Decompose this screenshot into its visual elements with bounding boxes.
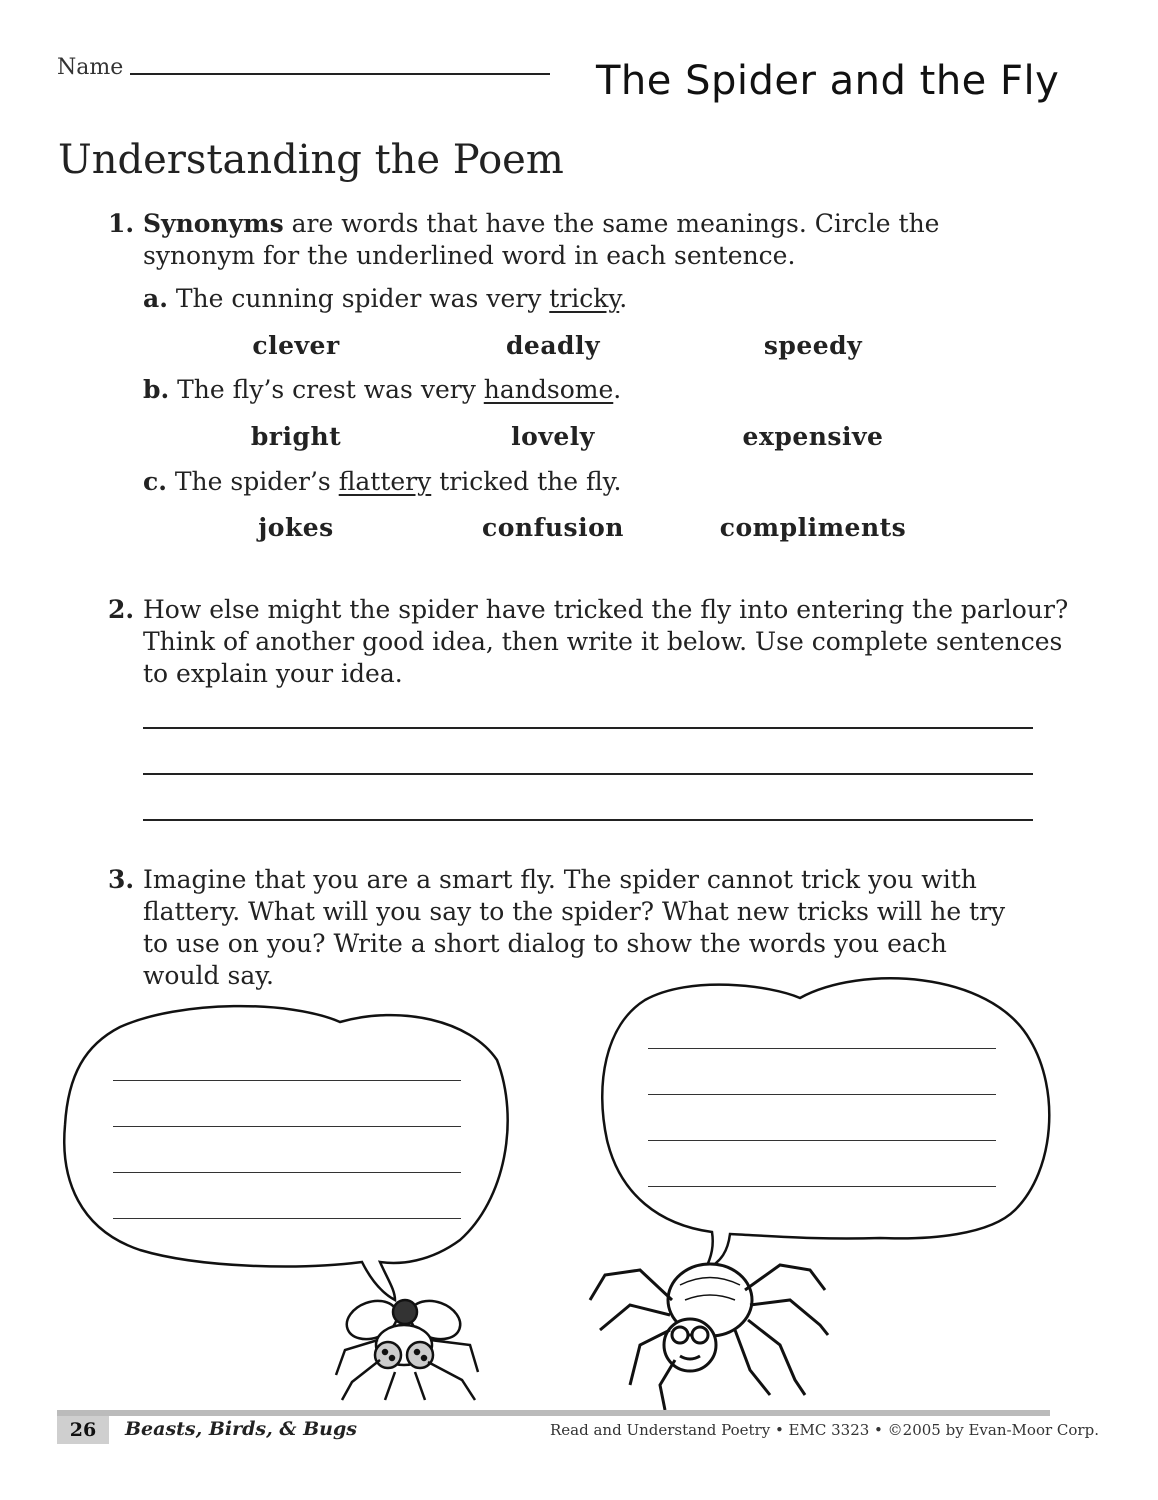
section-heading: Understanding the Poem [58, 137, 564, 183]
fly-bubble-line[interactable] [113, 1126, 461, 1127]
page-number: 26 [57, 1416, 109, 1444]
fly-bubble-line[interactable] [113, 1218, 461, 1219]
choice-word[interactable]: lovely [511, 422, 595, 451]
fly-speech-bubble [64, 1006, 507, 1300]
underlined-word: handsome [483, 375, 614, 404]
item-letter: b. [143, 375, 170, 404]
question-2-line: How else might the spider have tricked the fly into entering the parlour? [143, 595, 1069, 624]
name-label: Name [57, 55, 124, 80]
underlined-word: tricky [549, 284, 620, 313]
question-3-line: Imagine that you are a smart fly. The spider cannot trick you with [143, 865, 977, 894]
sentence-text: The fly’s crest was very [169, 375, 484, 404]
sentence-text: . [613, 375, 622, 404]
choice-word[interactable]: confusion [482, 513, 624, 542]
question-1-rest: are words that have the same meanings. Circle the [283, 209, 940, 238]
question-1-line-2: synonym for the underlined word in each sentence. [143, 241, 796, 270]
spider-bubble-line[interactable] [648, 1048, 996, 1049]
spider-bubble-line[interactable] [648, 1186, 996, 1187]
choice-word[interactable]: bright [250, 422, 342, 451]
question-number: 2. [108, 595, 135, 624]
sentence-text: tricked the fly. [431, 467, 622, 496]
question-3-line: would say. [143, 961, 274, 990]
fly-bubble-line[interactable] [113, 1080, 461, 1081]
footer-book-title: Beasts, Birds, & Bugs [125, 1418, 357, 1440]
sentence-text: The spider’s [166, 467, 339, 496]
underlined-word: flattery [338, 467, 432, 496]
question-number: 1. [108, 209, 135, 238]
spider-speech-bubble [602, 978, 1049, 1270]
choice-word[interactable]: jokes [258, 513, 334, 542]
fly-bubble-line[interactable] [113, 1172, 461, 1173]
sentence-text: . [619, 284, 628, 313]
question-1-term: Synonyms [143, 209, 284, 238]
sentence-text: The cunning spider was very [167, 284, 550, 313]
item-letter: c. [143, 467, 167, 496]
footer-bar [57, 1410, 1050, 1416]
choice-word[interactable]: deadly [505, 331, 601, 360]
question-3-line: to use on you? Write a short dialog to show the words you each [143, 929, 947, 958]
choice-word[interactable]: compliments [719, 513, 907, 542]
fly-icon [336, 1294, 478, 1400]
choice-word[interactable]: clever [252, 331, 340, 360]
worksheet-title: The Spider and the Fly [596, 58, 1060, 104]
footer-credit: Read and Understand Poetry • EMC 3323 • ©2005 by Evan-Moor Corp. [550, 1421, 1099, 1439]
question-3-line: flattery. What will you say to the spider? What new tricks will he try [143, 897, 1006, 926]
item-letter: a. [143, 284, 168, 313]
spider-bubble-line[interactable] [648, 1094, 996, 1095]
choice-word[interactable]: expensive [742, 422, 884, 451]
spider-bubble-line[interactable] [648, 1140, 996, 1141]
question-2-line: to explain your idea. [143, 659, 403, 688]
spider-icon [590, 1264, 828, 1410]
choice-word[interactable]: speedy [763, 331, 863, 360]
question-2-line: Think of another good idea, then write it below. Use complete sentences [143, 627, 1063, 656]
question-number: 3. [108, 865, 135, 894]
